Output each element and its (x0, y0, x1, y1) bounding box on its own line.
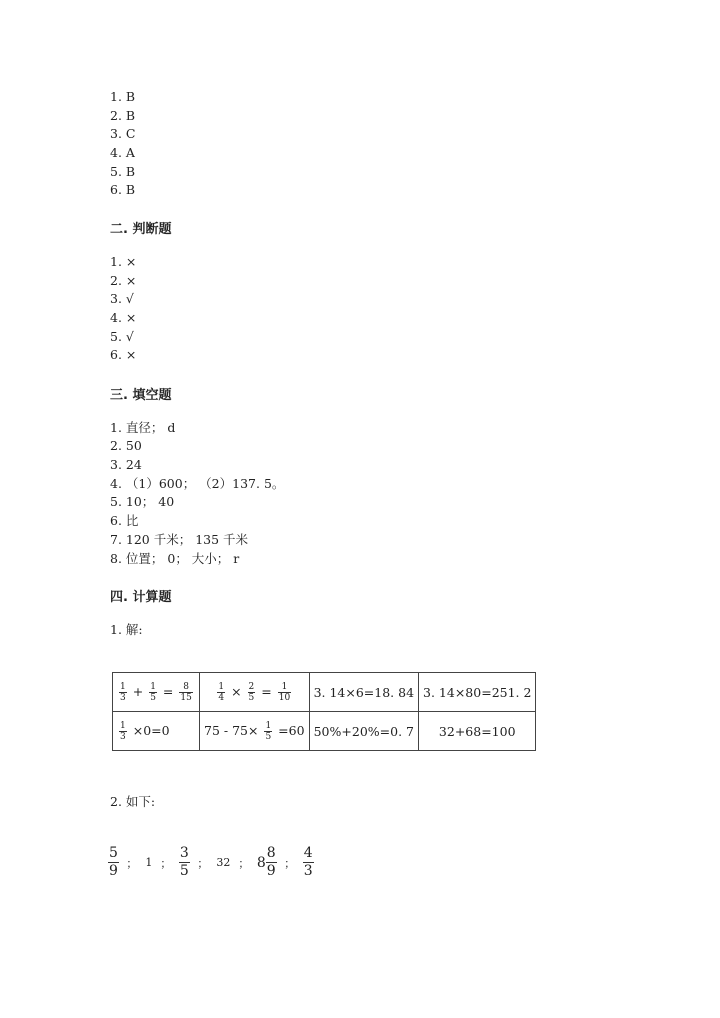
answer-line: 6. B (110, 182, 136, 197)
fraction: $\frac{2}{5}$ (248, 681, 255, 703)
answer-line: 4. A (110, 145, 135, 160)
answer-line: 3. C (110, 126, 136, 141)
answer-line: 2. 50 (110, 438, 142, 453)
table-cell: 3. 14×80=251. 2 (419, 673, 536, 712)
table-cell: 3. 14×6=18. 84 (309, 673, 418, 712)
fraction: $\frac{8}{9}$ (266, 845, 276, 879)
fraction: $\frac{5}{9}$ (109, 845, 118, 879)
answer-line: 5. 10； 40 (110, 494, 175, 509)
answer-line: 5. B (110, 164, 136, 179)
answer-line: 8. 位置； 0； 大小； r (110, 551, 240, 566)
answer-line: 3. √ (110, 291, 134, 306)
fraction: $\frac{1}{5}$ (150, 681, 156, 703)
answer-line: 5. √ (110, 329, 134, 344)
fraction: $\frac{1}{5}$ (265, 720, 272, 742)
answer-line: 6. 比 (110, 513, 139, 528)
question-label: 2. 如下: (110, 794, 156, 809)
fraction: $\frac{1}{3}$ (120, 681, 126, 703)
table-cell: $\frac{1}{3}$ + $\frac{1}{5}$ = $\frac{8}{15}$ (113, 673, 200, 712)
answer-line: 4. （1）600； （2）137. 5。 (110, 476, 285, 491)
answer-sequence: $\frac{5}{9}$ ； 1 ； $\frac{3}{5}$ ； 32 ； 8 $\frac{8}{9}$ ； $\frac{4}{3}$ (109, 845, 313, 879)
answer-line: 2. B (110, 108, 136, 123)
table-cell: 32+68=100 (419, 712, 536, 751)
table-row (113, 712, 536, 751)
question-label: 1. 解: (110, 622, 143, 637)
table-cell: 50%+20%=0. 7 (309, 712, 418, 751)
answer-line: 1. × (110, 254, 137, 269)
answer-line: 1. 直径； d (110, 420, 176, 435)
table-row (113, 673, 536, 712)
table-cell: $\frac{1}{4}$ × $\frac{2}{5}$ = $\frac{1}{10}$ (200, 673, 310, 712)
answer-line: 1. B (110, 89, 136, 104)
fraction: $\frac{8}{15}$ (180, 681, 192, 703)
fraction: $\frac{3}{5}$ (179, 845, 189, 879)
answer-line: 7. 120 千米； 135 千米 (110, 532, 249, 547)
fraction: $\frac{1}{10}$ (278, 681, 291, 703)
section-heading-fill-blank: 三. 填空题 (110, 388, 172, 403)
section-heading-calculation: 四. 计算题 (110, 590, 172, 605)
answer-line: 2. × (110, 273, 137, 288)
answer-line: 6. × (110, 347, 137, 362)
calculation-table (112, 672, 536, 751)
fraction: $\frac{4}{3}$ (303, 845, 313, 879)
answer-line: 4. × (110, 310, 137, 325)
mixed-number-whole: 8 (256, 854, 266, 871)
fraction: $\frac{1}{3}$ (120, 720, 126, 742)
table-cell: $\frac{1}{3}$ ×0=0 (113, 712, 200, 751)
table-cell: 75 - 75× $\frac{1}{5}$ =60 (200, 712, 310, 751)
answer-line: 3. 24 (110, 457, 142, 472)
fraction: $\frac{1}{4}$ (218, 681, 225, 703)
section-heading-judgement: 二. 判断题 (110, 222, 172, 237)
